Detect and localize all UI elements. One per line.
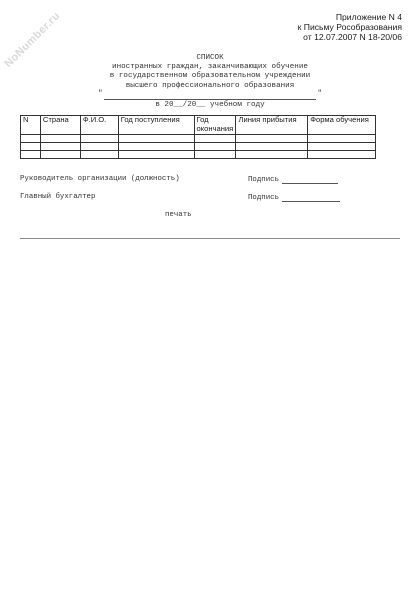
quote-close: " (317, 89, 322, 98)
stamp-label: печать (165, 211, 192, 219)
table-row (21, 151, 376, 159)
accountant-sign-field[interactable] (248, 193, 340, 202)
table-cell[interactable] (194, 143, 236, 151)
appendix-line-1: Приложение N 4 (335, 12, 402, 22)
table-cell[interactable] (308, 151, 376, 159)
blank-line (104, 99, 316, 100)
table-cell[interactable] (21, 151, 41, 159)
column-header: Форма обучения (308, 116, 376, 135)
document-title (40, 54, 380, 110)
title-heading: СПИСОК (196, 54, 224, 62)
column-header: Ф.И.О. (80, 116, 118, 135)
quote-open: " (98, 89, 103, 98)
head-sign-line (282, 175, 338, 184)
table-row (21, 135, 376, 143)
accountant-signature-row (20, 193, 360, 201)
table-cell[interactable] (118, 135, 194, 143)
appendix-line-2: к Письму Рособразования (297, 22, 402, 32)
table-cell[interactable] (80, 135, 118, 143)
table-row (21, 143, 376, 151)
table-cell[interactable] (194, 151, 236, 159)
table-cell[interactable] (40, 135, 80, 143)
table-cell[interactable] (236, 135, 308, 143)
institution-name-blank[interactable] (98, 91, 322, 101)
column-header: N (21, 116, 41, 135)
title-line-3: высшего профессионального образования (125, 81, 295, 90)
table-cell[interactable] (40, 151, 80, 159)
table-cell[interactable] (308, 143, 376, 151)
table-cell[interactable] (21, 143, 41, 151)
table-cell[interactable] (21, 135, 41, 143)
students-table (20, 115, 376, 159)
table-cell[interactable] (308, 135, 376, 143)
table-header-row (21, 116, 376, 135)
title-line-2: в государственном образовательном учреждении (109, 72, 311, 81)
watermark: NoNumber.ru (2, 9, 63, 71)
column-header: Страна (40, 116, 80, 135)
column-header: Год окончания (194, 116, 236, 135)
table-cell[interactable] (40, 143, 80, 151)
column-header: Год поступления (118, 116, 194, 135)
accountant-sign-line (282, 193, 340, 202)
column-header: Линия прибытия (236, 116, 308, 135)
table-cell[interactable] (80, 151, 118, 159)
head-sign-field[interactable] (248, 175, 338, 184)
head-label: Руководитель организации (должность) (20, 175, 180, 183)
table-cell[interactable] (118, 143, 194, 151)
table-body (21, 135, 376, 159)
head-sign-label: Подпись (248, 176, 280, 184)
table-cell[interactable] (118, 151, 194, 159)
table-cell[interactable] (194, 135, 236, 143)
table-cell[interactable] (236, 151, 308, 159)
accountant-label: Главный бухгалтер (20, 193, 96, 201)
appendix-header (298, 12, 402, 42)
academic-year-line: в 20__/20__ учебном году (155, 100, 265, 109)
title-line-1: иностранных граждан, заканчивающих обучение (112, 63, 308, 72)
table-cell[interactable] (236, 143, 308, 151)
page-divider (20, 238, 400, 239)
table-cell[interactable] (80, 143, 118, 151)
accountant-sign-label: Подпись (248, 194, 280, 202)
head-signature-row (20, 175, 360, 183)
appendix-line-3: от 12.07.2007 N 18-20/06 (303, 32, 402, 42)
